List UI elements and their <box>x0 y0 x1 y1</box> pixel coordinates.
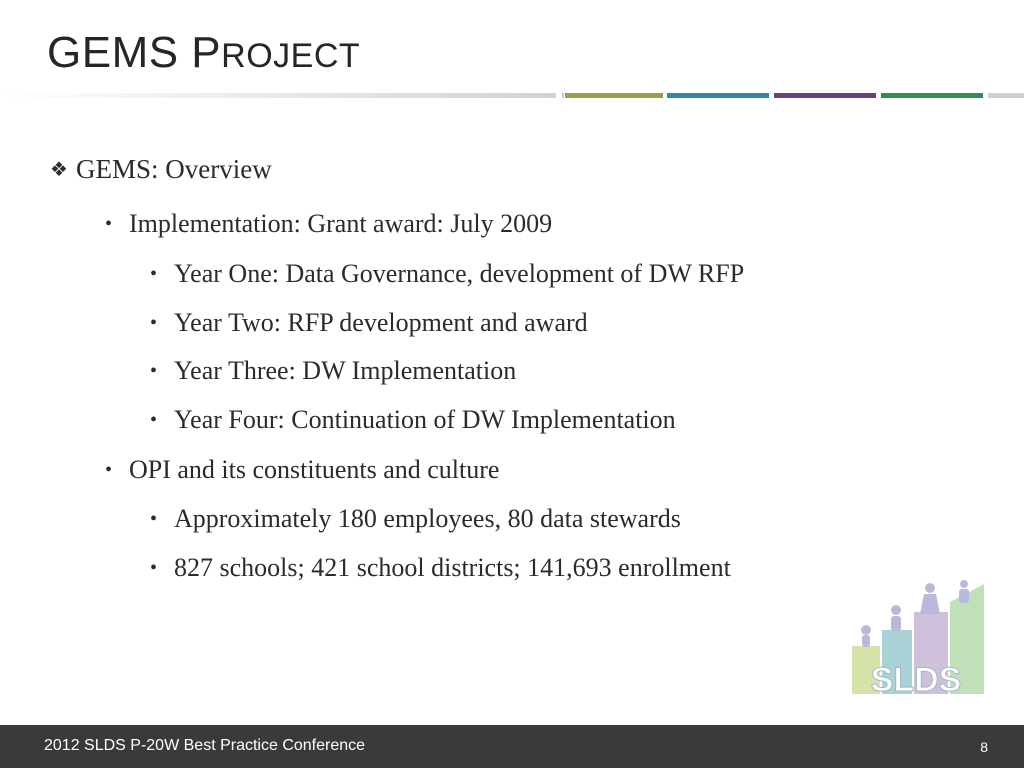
list-item <box>150 405 676 435</box>
list-item-text: 827 schools; 421 school districts; 141,693 enrollment <box>174 553 731 582</box>
bullet-icon: • <box>150 409 158 431</box>
list-item-text: OPI and its constituents and culture <box>129 455 500 484</box>
title-rule <box>0 93 556 98</box>
list-item-text: Year Two: RFP development and award <box>174 308 588 337</box>
rule-segment-teal <box>667 93 769 98</box>
rule-segment-purple <box>774 93 876 98</box>
bullet-icon: • <box>105 213 113 235</box>
list-item-text: Year Four: Continuation of DW Implementation <box>174 405 676 434</box>
rule-segment-end <box>988 93 1024 98</box>
slds-logo-icon <box>846 578 986 698</box>
bullet-icon: • <box>150 508 158 530</box>
overview-heading <box>50 154 272 185</box>
list-item <box>105 455 499 485</box>
bullet-icon: • <box>150 263 158 285</box>
logo-text: SLDS <box>870 661 962 698</box>
bullet-icon: • <box>105 459 113 481</box>
bullet-icon: • <box>150 360 158 382</box>
list-item <box>150 504 681 534</box>
list-item <box>150 259 744 289</box>
list-item-text: Year One: Data Governance, development of DW RFP <box>174 259 745 288</box>
footer-bar <box>0 725 1024 768</box>
rule-segment-green <box>565 93 663 98</box>
bullet-icon: • <box>150 557 158 579</box>
list-item <box>150 553 731 583</box>
rule-segment-gray <box>562 93 564 98</box>
rule-segment-dark-green <box>881 93 983 98</box>
footer-text: 2012 SLDS P-20W Best Practice Conference <box>44 737 366 754</box>
page-number: 8 <box>980 739 988 755</box>
diamond-bullet-icon: ❖ <box>50 159 68 181</box>
list-item <box>105 209 552 239</box>
title-first: GEMS P <box>47 28 222 77</box>
list-item-text: Implementation: Grant award: July 2009 <box>129 209 553 238</box>
list-item-text: Approximately 180 employees, 80 data stewards <box>174 504 681 533</box>
list-item-text: Year Three: DW Implementation <box>174 356 517 385</box>
title-rest: ROJECT <box>221 37 361 75</box>
overview-text: GEMS: Overview <box>76 154 272 184</box>
list-item <box>150 356 516 386</box>
slide-title <box>47 28 360 78</box>
bullet-icon: • <box>150 312 158 334</box>
list-item <box>150 308 588 338</box>
